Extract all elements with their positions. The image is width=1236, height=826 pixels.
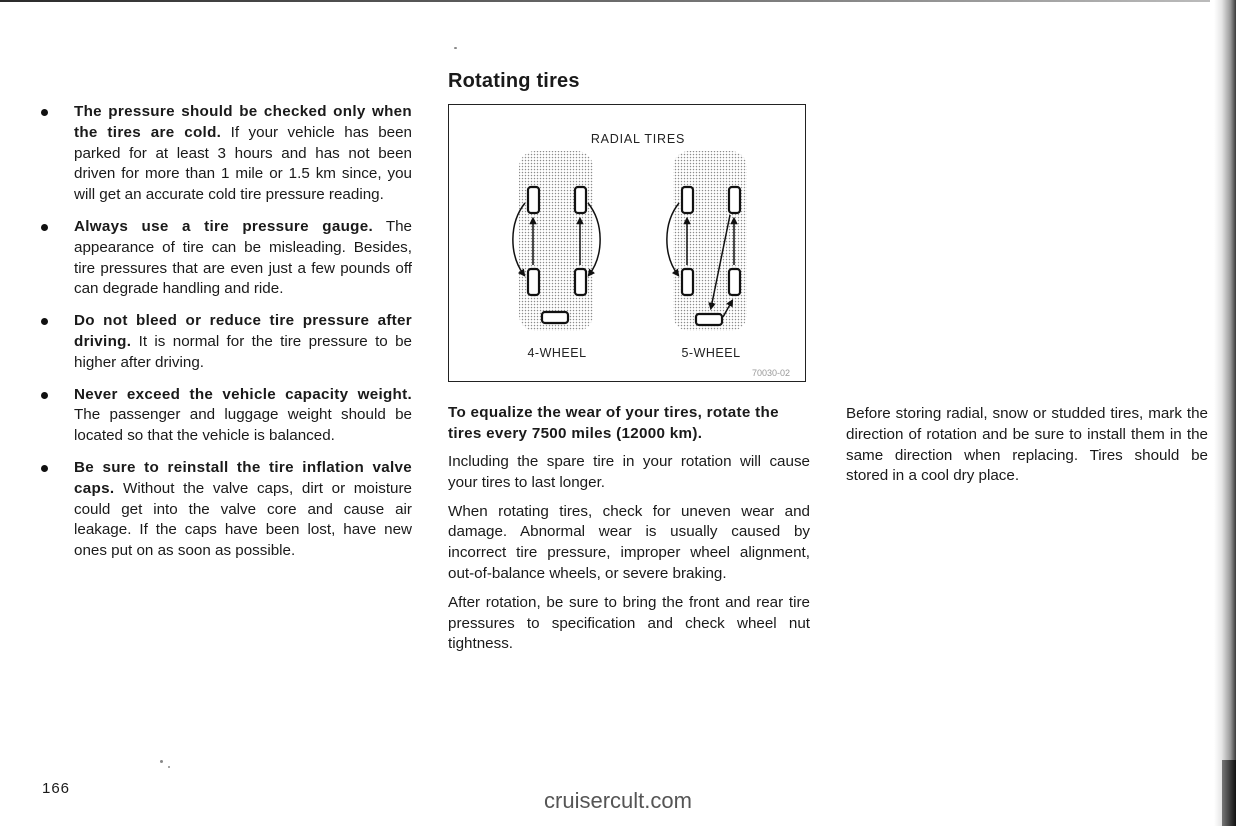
left-column [40,102,412,573]
page-number: 166 [42,780,71,797]
bullet-item [40,311,412,373]
five-wheel-diagram [667,151,747,331]
storage-paragraph: Before storing radial, snow or studded tires, mark the direction of rotation and be sure to install them in the same direction when replacing. Tires should be stored in a cool dry place. [846,405,1208,485]
paragraph: Including the spare tire in your rotation will cause your tires to last longer. [448,453,810,491]
four-wheel-label: 4-WHEEL [527,346,587,360]
figure-heading: RADIAL TIRES [590,132,686,146]
top-rule [0,0,1210,2]
bullet-icon [41,318,48,325]
tire-rotation-diagram [449,105,807,383]
scan-speck [160,760,163,763]
bullet-lead: Be sure to reinstall the tire inflation valve caps. [74,458,412,497]
bullet-text: Without the valve caps, dirt or moisture could get into the valve core and cause air leakage. If the caps have been lost, have new ones put on as soon as possible. [74,479,412,560]
bullet-text: The passenger and luggage weight should be located so that the vehicle is balanced. [74,406,412,445]
bullet-icon [41,392,48,399]
car-body-icon [673,151,747,331]
bullet-lead: Never exceed the vehicle capacity weight. [74,385,412,403]
bullet-text: The appearance of tire can be misleading. Besides, tire pressures that are even just a few pounds off can degrade handling and ride. [74,217,412,298]
tire-icon [682,269,693,295]
car-body-icon [519,151,593,331]
watermark: cruisercult.com [544,788,692,813]
scan-speck [168,766,170,768]
tire-icon [575,187,586,213]
bullet-lead: The pressure should be checked only when the tires are cold. [74,103,412,141]
bullet-icon [41,224,48,231]
rotation-lead: To equalize the wear of your tires, rotate the tires every 7500 miles (12000 km). [448,404,779,442]
tire-rotation-figure [448,104,806,382]
bullet-text: It is normal for the tire pressure to be higher after driving. [74,332,412,371]
tire-icon [682,187,693,213]
tire-icon [729,187,740,213]
bullet-lead: Always use a tire pressure gauge. [74,217,374,235]
bullet-item [40,458,412,562]
tire-icon [729,269,740,295]
tire-icon [528,187,539,213]
bullet-item [40,385,412,447]
paragraph: After rotation, be sure to bring the front and rear tire pressures to specification and check wheel nut tightness. [448,593,810,653]
bullet-icon [41,465,48,472]
bullet-icon [41,109,48,116]
bullet-lead: Do not bleed or reduce tire pressure after driving. [74,312,412,350]
middle-column [448,402,810,663]
four-wheel-diagram [513,151,600,331]
tire-icon [528,269,539,295]
figure-code: 70030-02 [751,368,791,378]
bullet-item [40,102,412,206]
bullet-item [40,217,412,300]
five-wheel-label: 5-WHEEL [681,346,741,360]
bullet-text: If your vehicle has been parked for at least 3 hours and has not been driven for more than 1 mile or 1.5 km since, you will get an accurate cold tire pressure reading. [74,123,412,204]
tire-icon [575,269,586,295]
section-title: Rotating tires [448,70,580,92]
right-column [846,404,1208,495]
paragraph: When rotating tires, check for uneven wear and damage. Abnormal wear is usually caused by incorrect tire pressure, improper wheel alignment, out-of-balance wheels, or severe braking. [448,502,810,582]
spare-tire-icon [696,314,722,325]
page-edge-shadow [1214,0,1236,826]
spare-tire-icon [542,312,568,323]
scan-speck [454,47,457,49]
